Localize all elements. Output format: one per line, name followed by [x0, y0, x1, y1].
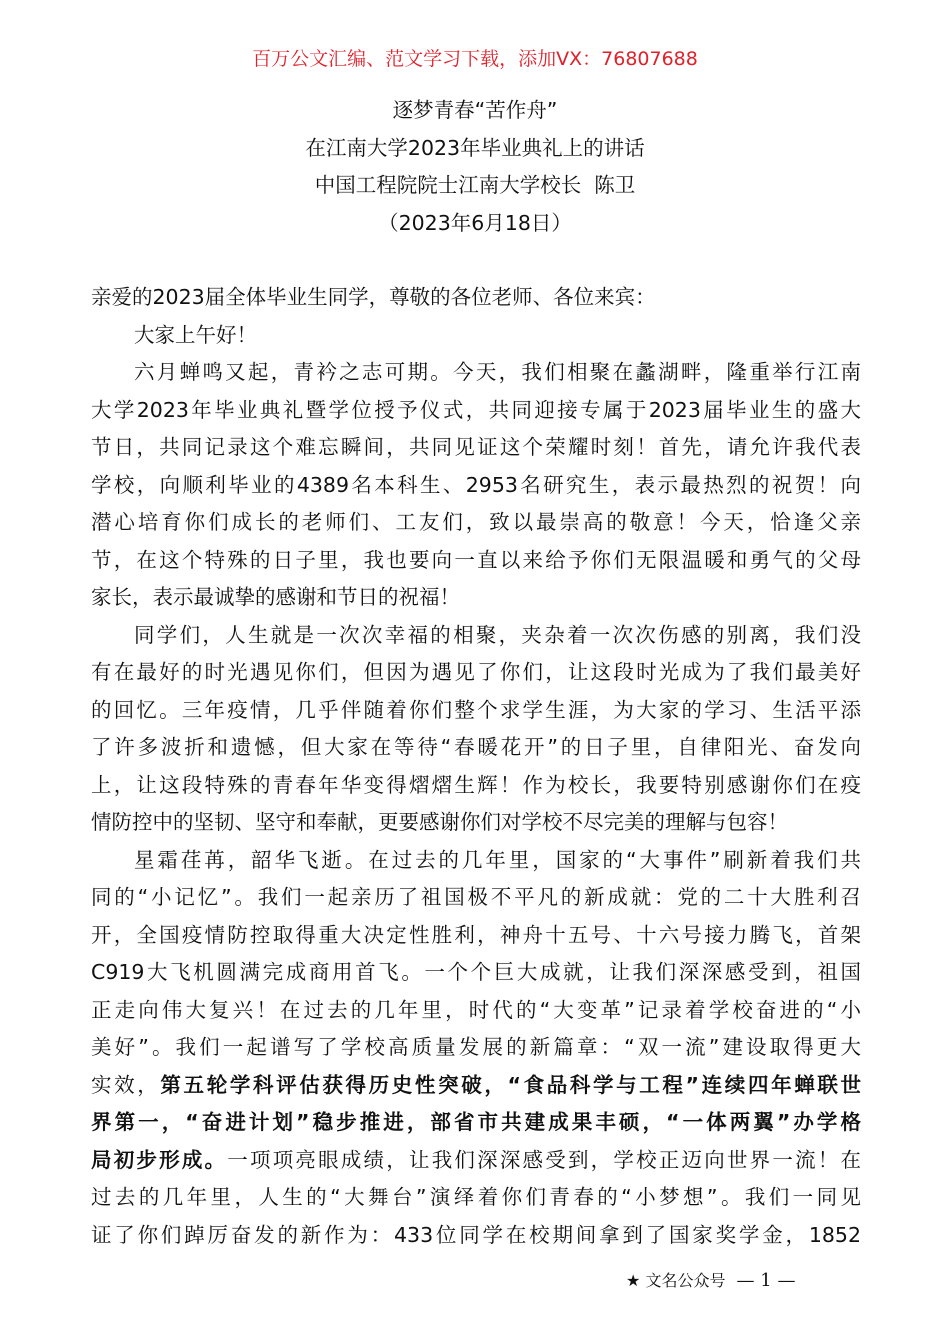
speech-body [91, 279, 861, 1254]
speech-subtitle: 在江南大学2023年毕业典礼上的讲话 [305, 135, 645, 160]
text-line [91, 1067, 861, 1105]
text-line: 同学们，人生就是一次次幸福的相聚，夹杂着一次次伤感的别离，我们没 [134, 622, 861, 647]
text-bold: 界第一，“奋进计划”稳步推进，部省市共建成果丰硕，“一体两翼”办学格 [91, 1110, 861, 1134]
text-line: 了许多波折和遗憾，但大家在等待“春暖花开”的日子里，自律阳光、奋发向 [91, 735, 861, 759]
text-line: 过去的几年里，人生的“大舞台”演绎着你们青春的“小梦想”。我们一同见 [91, 1185, 861, 1209]
text-bold: 第五轮学科评估获得历史性突破，“食品科学与工程”连续四年蝉联世 [160, 1072, 861, 1097]
paragraph-3 [91, 842, 861, 1255]
salutation: 亲爱的2023届全体毕业生同学，尊敬的各位老师、各位来宾： [91, 285, 656, 309]
text-line [91, 1104, 861, 1142]
text-line: 六月蝉鸣又起，青衿之志可期。今天，我们相聚在蠡湖畔，隆重举行江南 [134, 360, 861, 384]
greeting: 大家上午好！ [134, 322, 257, 347]
text-normal: 实效， [91, 1072, 161, 1097]
text-line: 同的“小记忆”。我们一起亲历了祖国极不平凡的新成就：党的二十大胜利召 [91, 885, 861, 909]
text-line: 上，让这段特殊的青春年华变得熠熠生辉！作为校长，我要特别感谢你们在疫 [91, 772, 861, 797]
text-line: 有在最好的时光遇见你们，但因为遇见了你们，让这段时光成为了我们最美好 [91, 660, 861, 684]
page-number: — 1 — [736, 1270, 796, 1291]
speech-date: （2023年6月18日） [378, 210, 572, 235]
text-line: C919大飞机圆满完成商用首飞。一个个巨大成就，让我们深深感受到，祖国 [91, 960, 861, 984]
text-line: 节日，共同记录这个难忘瞬间，共同见证这个荣耀时刻！首先，请允许我代表 [91, 435, 861, 459]
watermark-banner: 百万公文汇编、范文学习下载，添加VX：76807688 [252, 48, 698, 70]
paragraph-2 [91, 617, 861, 842]
text-line: 正走向伟大复兴！在过去的几年里，时代的“大变革”记录着学校奋进的“小 [91, 997, 861, 1022]
star-icon: ★ [626, 1271, 641, 1290]
text-line: 星霜荏苒，韶华飞逝。在过去的几年里，国家的“大事件”刷新着我们共 [134, 847, 861, 872]
text-line: 开，全国疫情防控取得重大决定性胜利，神舟十五号、十六号接力腾飞，首架 [91, 922, 861, 947]
text-line: 大学2023年毕业典礼暨学位授予仪式，共同迎接专属于2023届毕业生的盛大 [91, 397, 861, 422]
speech-header [0, 92, 950, 242]
text-line: 美好”。我们一起谱写了学校高质量发展的新篇章：“双一流”建设取得更大 [91, 1035, 861, 1059]
page-footer [626, 1268, 795, 1291]
text-line [91, 1142, 861, 1180]
paragraph-1 [91, 354, 861, 617]
text-bold: 局初步形成。 [91, 1147, 228, 1172]
text-line: 情防控中的坚韧、坚守和奉献，更要感谢你们对学校不尽完美的理解与包容！ [91, 810, 788, 834]
speech-author: 中国工程院院士江南大学校长 陈卫 [314, 173, 636, 197]
text-normal: 一项项亮眼成绩，让我们深深感受到，学校正迈向世界一流！在 [227, 1147, 862, 1172]
footer-source: 文名公众号 [645, 1271, 726, 1290]
speech-title: 逐梦青春“苦作舟” [392, 98, 558, 122]
text-line: 证了你们踔厉奋发的新作为：433位同学在校期间拿到了国家奖学金，1852 [91, 1222, 861, 1247]
text-line: 节，在这个特殊的日子里，我也要向一直以来给予你们无限温暖和勇气的父母 [91, 547, 861, 572]
text-line: 家长，表示最诚挚的感谢和节日的祝福！ [91, 585, 460, 609]
text-line: 的回忆。三年疫情，几乎伴随着你们整个求学生涯，为大家的学习、生活平添 [91, 697, 861, 722]
text-line: 潜心培育你们成长的老师们、工友们，致以最崇高的敬意！今天，恰逢父亲 [91, 510, 861, 534]
text-line: 学校，向顺利毕业的4389名本科生、2953名研究生，表示最热烈的祝贺！向 [91, 472, 861, 497]
